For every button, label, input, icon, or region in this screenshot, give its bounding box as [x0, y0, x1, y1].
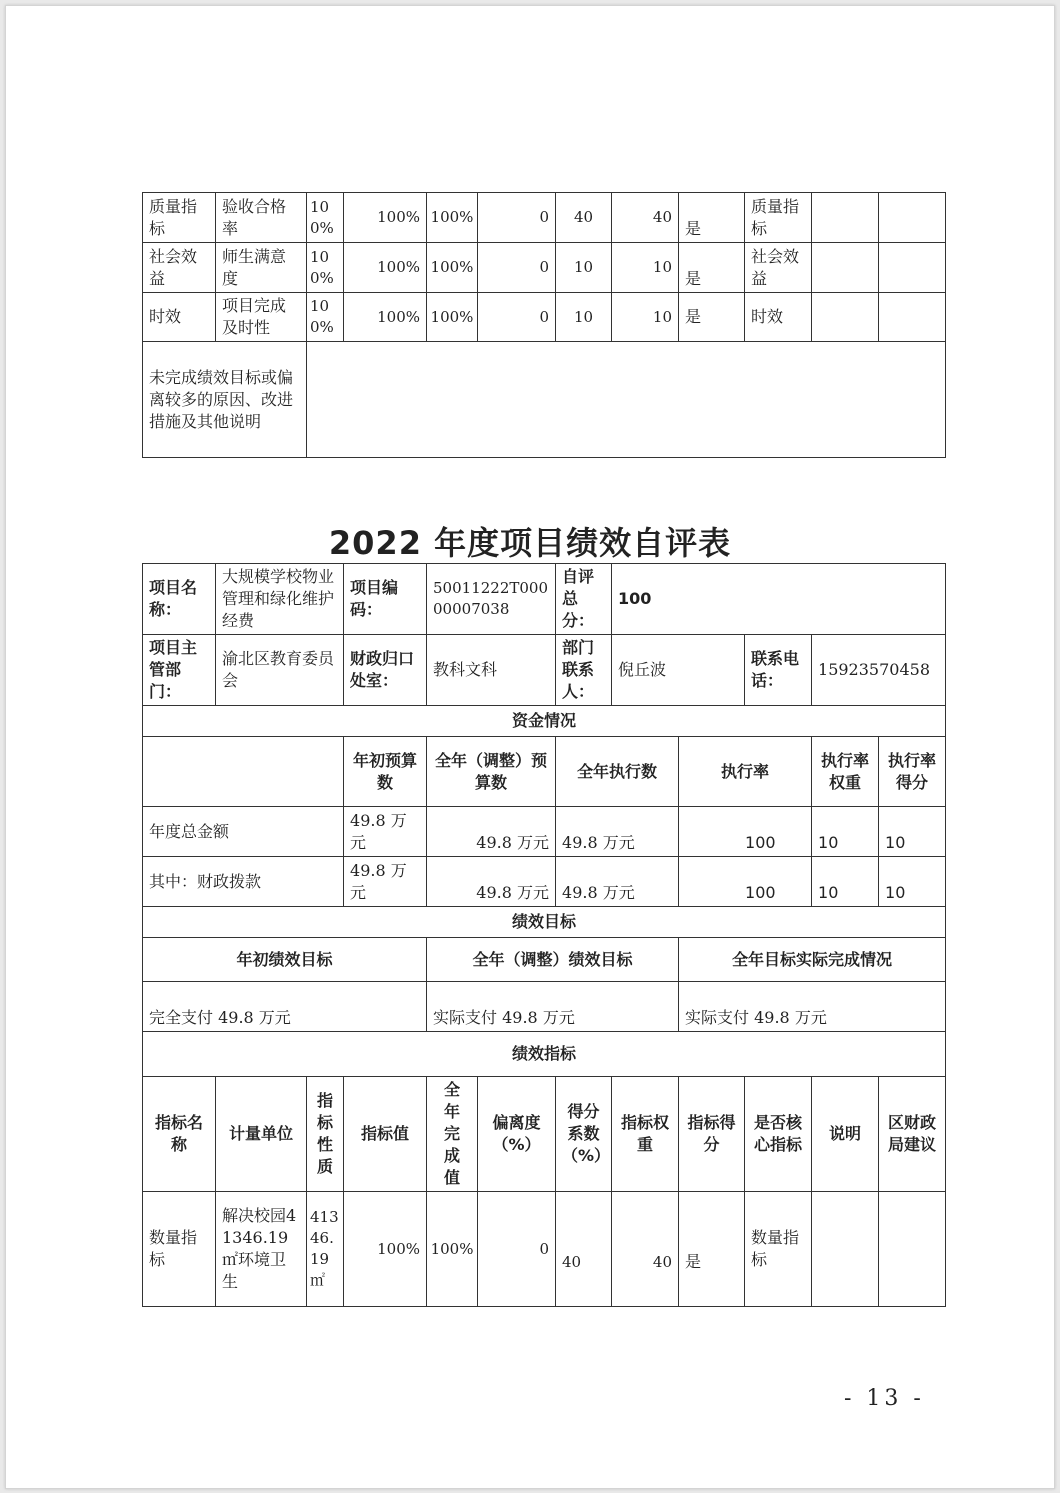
goals-section-row — [143, 907, 946, 938]
funds-rate: 100 — [679, 807, 812, 857]
funds-header-adjusted: 全年（调整）预算数 — [427, 737, 556, 807]
table-row — [143, 807, 946, 857]
table-row — [143, 293, 946, 342]
contact-label: 部门联系人： — [556, 635, 612, 706]
indicator-suggestion — [879, 1192, 946, 1307]
indicator-weight: 10 — [612, 293, 679, 342]
ind-header-name: 指标名称 — [143, 1077, 216, 1192]
indicators-section-row — [143, 1032, 946, 1077]
indicator-unit: 师生满意度 — [216, 243, 307, 293]
indicator-note — [812, 243, 879, 293]
indicator-completed: 100% — [427, 1192, 478, 1307]
indicator-weight: 10 — [612, 243, 679, 293]
phone-label: 联系电话： — [745, 635, 812, 706]
continued-indicator-table — [142, 192, 946, 458]
project-name-value: 大规模学校物业管理和绿化维护经费 — [216, 564, 344, 635]
funds-header-rate: 执行率 — [679, 737, 812, 807]
page-title: 2022 年度项目绩效自评表 — [328, 524, 732, 562]
contact-value: 倪丘波 — [612, 635, 745, 706]
indicator-suggestion — [879, 193, 946, 243]
goals-header-row — [143, 938, 946, 982]
indicator-weight: 40 — [612, 1192, 679, 1307]
score-label: 自评总分： — [556, 564, 612, 635]
indicator-core: 是 — [679, 1192, 745, 1307]
dept-label: 项目主管部门： — [143, 635, 216, 706]
indicator-deviation: 0 — [478, 1192, 556, 1307]
table-row — [143, 1192, 946, 1307]
indicator-note — [812, 1192, 879, 1307]
funds-row-label: 其中：财政拨款 — [143, 857, 344, 907]
indicator-nature: 100% — [307, 193, 344, 243]
indicator-desc: 社会效益 — [745, 243, 812, 293]
goals-header-actual: 全年目标实际完成情况 — [679, 938, 946, 982]
indicator-unit: 验收合格率 — [216, 193, 307, 243]
funds-executed: 49.8 万元 — [556, 807, 679, 857]
funds-header-blank — [143, 737, 344, 807]
funds-header-score: 执行率得分 — [879, 737, 946, 807]
indicator-completed: 100% — [427, 293, 478, 342]
indicator-core: 是 — [679, 193, 745, 243]
indicator-deviation: 0 — [478, 243, 556, 293]
project-name-label: 项目名称： — [143, 564, 216, 635]
indicator-value: 100% — [344, 193, 427, 243]
indicator-coef: 10 — [556, 243, 612, 293]
funds-score: 10 — [879, 857, 946, 907]
ind-header-score: 指标得分 — [679, 1077, 745, 1192]
goals-section-title: 绩效目标 — [143, 907, 946, 938]
table-row — [143, 243, 946, 293]
indicator-note — [812, 293, 879, 342]
funds-section-row — [143, 706, 946, 737]
goals-header-initial: 年初绩效目标 — [143, 938, 427, 982]
indicator-value: 100% — [344, 243, 427, 293]
ind-header-nature: 指标性质 — [307, 1077, 344, 1192]
ind-header-unit: 计量单位 — [216, 1077, 307, 1192]
table-row — [143, 857, 946, 907]
indicator-name: 时效 — [143, 293, 216, 342]
project-code-label: 项目编码： — [344, 564, 427, 635]
indicator-name: 质量指标 — [143, 193, 216, 243]
indicator-unit: 解决校园41346.19㎡环境卫生 — [216, 1192, 307, 1307]
ind-header-desc: 说明 — [812, 1077, 879, 1192]
goals-initial-value: 完全支付 49.8 万元 — [143, 982, 427, 1032]
ind-header-value: 指标值 — [344, 1077, 427, 1192]
indicators-header-row — [143, 1077, 946, 1192]
funds-initial: 49.8 万元 — [344, 857, 427, 907]
indicator-desc: 质量指标 — [745, 193, 812, 243]
indicator-deviation: 0 — [478, 293, 556, 342]
funds-row-label: 年度总金额 — [143, 807, 344, 857]
indicator-core: 是 — [679, 243, 745, 293]
funds-weight: 10 — [812, 807, 879, 857]
indicator-name: 社会效益 — [143, 243, 216, 293]
indicator-coef: 10 — [556, 293, 612, 342]
indicator-desc: 时效 — [745, 293, 812, 342]
ind-header-weight: 指标权重 — [612, 1077, 679, 1192]
goals-adjusted-value: 实际支付 49.8 万元 — [427, 982, 679, 1032]
remarks-label: 未完成绩效目标或偏离较多的原因、改进措施及其他说明 — [143, 342, 307, 458]
indicator-suggestion — [879, 293, 946, 342]
finance-label: 财政归口处室： — [344, 635, 427, 706]
indicator-coef: 40 — [556, 1192, 612, 1307]
funds-header-executed: 全年执行数 — [556, 737, 679, 807]
funds-executed: 49.8 万元 — [556, 857, 679, 907]
project-code-value: 50011222T00000007038 — [427, 564, 556, 635]
project-info-row — [143, 564, 946, 635]
funds-rate: 100 — [679, 857, 812, 907]
funds-header-row — [143, 737, 946, 807]
indicator-completed: 100% — [427, 193, 478, 243]
ind-header-completed: 全年完成值 — [427, 1077, 478, 1192]
indicator-nature: 100% — [307, 243, 344, 293]
indicator-desc: 数量指标 — [745, 1192, 812, 1307]
table-row — [143, 193, 946, 243]
ind-header-deviation: 偏离度（%） — [478, 1077, 556, 1192]
ind-header-core: 是否核心指标 — [745, 1077, 812, 1192]
score-value: 100 — [612, 564, 946, 635]
indicator-note — [812, 193, 879, 243]
indicator-suggestion — [879, 243, 946, 293]
phone-value: 15923570458 — [812, 635, 946, 706]
goals-value-row — [143, 982, 946, 1032]
funds-initial: 49.8 万元 — [344, 807, 427, 857]
self-evaluation-table — [142, 563, 946, 1307]
indicator-completed: 100% — [427, 243, 478, 293]
remarks-row — [143, 342, 946, 458]
finance-value: 教科文科 — [427, 635, 556, 706]
funds-adjusted: 49.8 万元 — [427, 807, 556, 857]
funds-header-initial: 年初预算数 — [344, 737, 427, 807]
indicator-nature: 100% — [307, 293, 344, 342]
indicator-weight: 40 — [612, 193, 679, 243]
remarks-value — [307, 342, 946, 458]
dept-value: 渝北区教育委员会 — [216, 635, 344, 706]
document-page — [5, 5, 1055, 1489]
funds-header-weight: 执行率权重 — [812, 737, 879, 807]
indicator-unit: 项目完成及时性 — [216, 293, 307, 342]
ind-header-coef: 得分系数（%） — [556, 1077, 612, 1192]
indicator-value: 100% — [344, 293, 427, 342]
indicators-section-title: 绩效指标 — [143, 1032, 946, 1077]
dept-info-row — [143, 635, 946, 706]
indicator-value: 100% — [344, 1192, 427, 1307]
indicator-deviation: 0 — [478, 193, 556, 243]
goals-actual-value: 实际支付 49.8 万元 — [679, 982, 946, 1032]
goals-header-adjusted: 全年（调整）绩效目标 — [427, 938, 679, 982]
indicator-nature: 41346.19㎡ — [307, 1192, 344, 1307]
funds-weight: 10 — [812, 857, 879, 907]
funds-adjusted: 49.8 万元 — [427, 857, 556, 907]
funds-section-title: 资金情况 — [143, 706, 946, 737]
page-number: - 13 - — [844, 1386, 925, 1411]
indicator-name: 数量指标 — [143, 1192, 216, 1307]
funds-score: 10 — [879, 807, 946, 857]
ind-header-suggestion: 区财政局建议 — [879, 1077, 946, 1192]
indicator-coef: 40 — [556, 193, 612, 243]
indicator-core: 是 — [679, 293, 745, 342]
